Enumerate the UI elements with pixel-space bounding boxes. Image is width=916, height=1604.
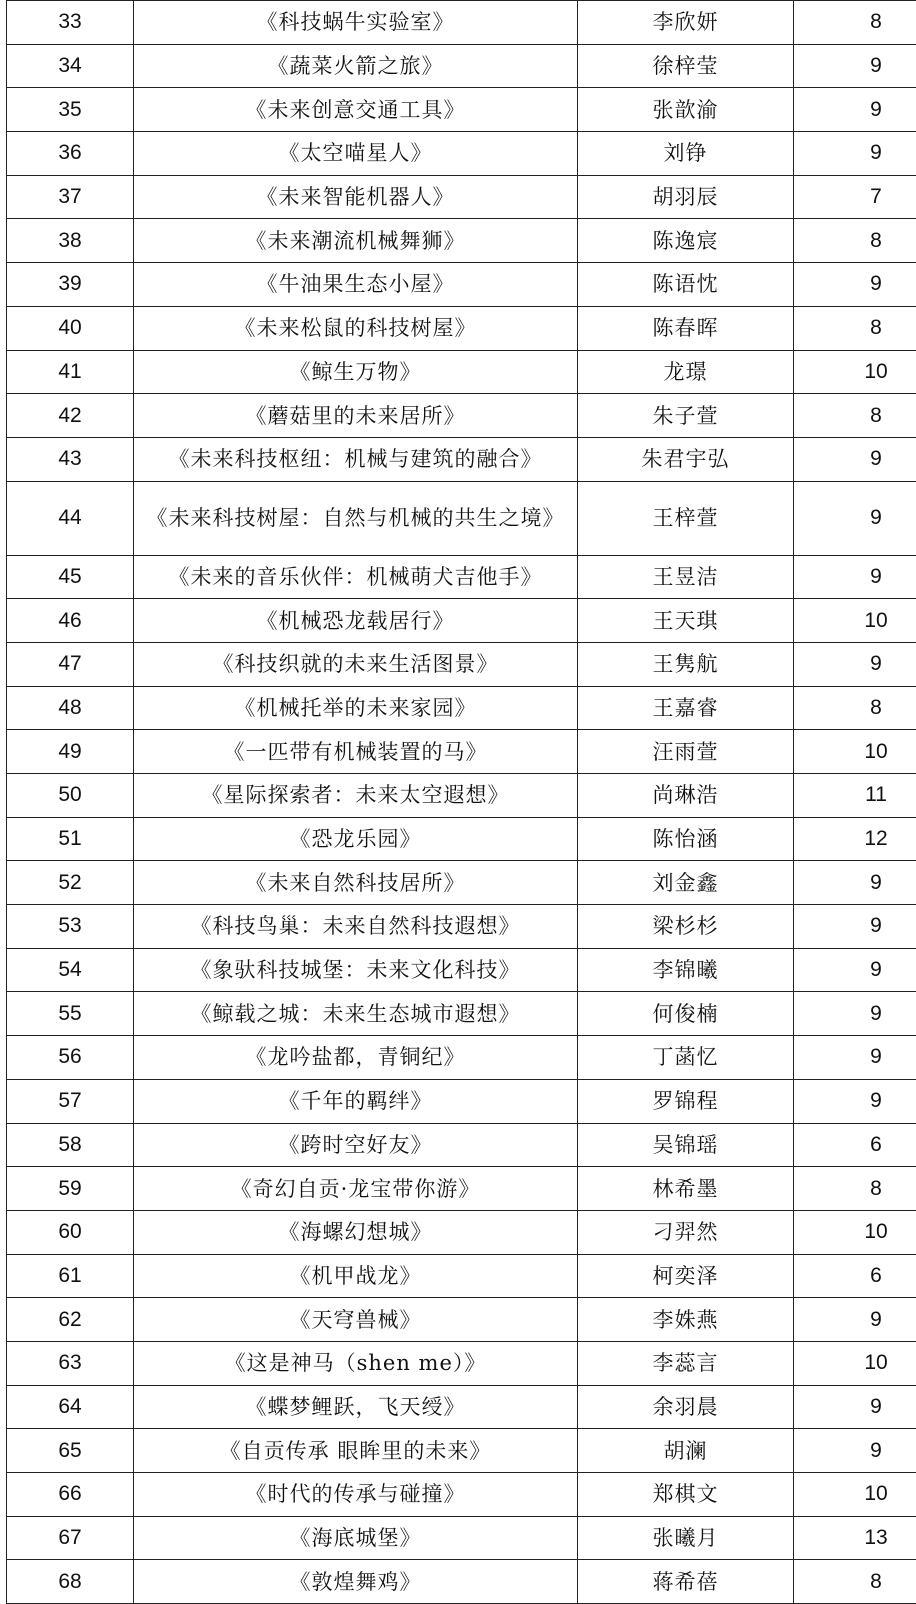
table-row [7, 350, 916, 394]
table-row [7, 599, 916, 643]
row-number-cell: 59 [7, 1167, 134, 1211]
row-number-cell: 65 [7, 1429, 134, 1473]
row-number-cell: 34 [7, 44, 134, 88]
table-row [7, 437, 916, 481]
author-name-cell: 徐梓莹 [578, 44, 794, 88]
author-name-cell: 张曦月 [578, 1516, 794, 1560]
work-title-cell: 《太空喵星人》 [134, 132, 578, 176]
work-title-cell: 《机械托举的未来家园》 [134, 686, 578, 730]
age-cell: 8 [794, 1560, 916, 1604]
author-name-cell: 王昱洁 [578, 555, 794, 599]
age-cell: 10 [794, 1473, 916, 1517]
table-row [7, 88, 916, 132]
table-row [7, 219, 916, 263]
work-title-cell: 《一匹带有机械装置的马》 [134, 730, 578, 774]
work-title-cell: 《科技织就的未来生活图景》 [134, 642, 578, 686]
work-title-cell: 《未来科技树屋：自然与机械的共生之境》 [134, 481, 578, 555]
table-row [7, 555, 916, 599]
author-name-cell: 陈语忱 [578, 263, 794, 307]
table-row [7, 1298, 916, 1342]
author-name-cell: 王嘉睿 [578, 686, 794, 730]
author-name-cell: 龙璟 [578, 350, 794, 394]
table-row [7, 1254, 916, 1298]
table-row [7, 1516, 916, 1560]
work-title-cell: 《蔬菜火箭之旅》 [134, 44, 578, 88]
row-number-cell: 57 [7, 1079, 134, 1123]
work-title-cell: 《未来科技枢纽：机械与建筑的融合》 [134, 437, 578, 481]
age-cell: 9 [794, 132, 916, 176]
work-title-cell: 《象驮科技城堡：未来文化科技》 [134, 948, 578, 992]
age-cell: 9 [794, 1036, 916, 1080]
row-number-cell: 62 [7, 1298, 134, 1342]
work-title-cell: 《未来智能机器人》 [134, 175, 578, 219]
work-title-cell: 《未来潮流机械舞狮》 [134, 219, 578, 263]
row-number-cell: 33 [7, 1, 134, 45]
row-number-cell: 60 [7, 1210, 134, 1254]
age-cell: 10 [794, 1341, 916, 1385]
age-cell: 10 [794, 1210, 916, 1254]
age-cell: 9 [794, 1429, 916, 1473]
age-cell: 8 [794, 1, 916, 45]
row-number-cell: 50 [7, 774, 134, 818]
age-cell: 8 [794, 394, 916, 438]
row-number-cell: 64 [7, 1385, 134, 1429]
work-title-cell: 《敦煌舞鸡》 [134, 1560, 578, 1604]
row-number-cell: 45 [7, 555, 134, 599]
work-title-cell: 《科技蜗牛实验室》 [134, 1, 578, 45]
age-cell: 8 [794, 686, 916, 730]
work-title-cell: 《海螺幻想城》 [134, 1210, 578, 1254]
table-row [7, 1341, 916, 1385]
work-title-cell: 《恐龙乐园》 [134, 817, 578, 861]
table-row [7, 1210, 916, 1254]
age-cell: 12 [794, 817, 916, 861]
age-cell: 13 [794, 1516, 916, 1560]
work-title-cell: 《天穹兽械》 [134, 1298, 578, 1342]
row-number-cell: 61 [7, 1254, 134, 1298]
table-row [7, 306, 916, 350]
work-title-cell: 《牛油果生态小屋》 [134, 263, 578, 307]
age-cell: 10 [794, 730, 916, 774]
author-name-cell: 王隽航 [578, 642, 794, 686]
row-number-cell: 41 [7, 350, 134, 394]
author-name-cell: 郑棋文 [578, 1473, 794, 1517]
table-row [7, 905, 916, 949]
row-number-cell: 42 [7, 394, 134, 438]
works-table-container [6, 0, 906, 1604]
age-cell: 9 [794, 861, 916, 905]
work-title-cell: 《海底城堡》 [134, 1516, 578, 1560]
author-name-cell: 柯奕泽 [578, 1254, 794, 1298]
row-number-cell: 58 [7, 1123, 134, 1167]
table-row [7, 992, 916, 1036]
table-row [7, 1036, 916, 1080]
age-cell: 9 [794, 905, 916, 949]
author-name-cell: 丁菡忆 [578, 1036, 794, 1080]
age-cell: 9 [794, 263, 916, 307]
author-name-cell: 罗锦程 [578, 1079, 794, 1123]
table-row [7, 1429, 916, 1473]
author-name-cell: 李欣妍 [578, 1, 794, 45]
row-number-cell: 38 [7, 219, 134, 263]
row-number-cell: 51 [7, 817, 134, 861]
row-number-cell: 63 [7, 1341, 134, 1385]
work-title-cell: 《未来松鼠的科技树屋》 [134, 306, 578, 350]
table-row [7, 263, 916, 307]
row-number-cell: 44 [7, 481, 134, 555]
work-title-cell: 《星际探索者：未来太空遐想》 [134, 774, 578, 818]
author-name-cell: 何俊楠 [578, 992, 794, 1036]
author-name-cell: 吴锦瑶 [578, 1123, 794, 1167]
work-title-cell: 《奇幻自贡·龙宝带你游》 [134, 1167, 578, 1211]
author-name-cell: 陈逸宸 [578, 219, 794, 263]
author-name-cell: 王天琪 [578, 599, 794, 643]
age-cell: 9 [794, 1385, 916, 1429]
age-cell: 9 [794, 481, 916, 555]
row-number-cell: 53 [7, 905, 134, 949]
author-name-cell: 李蕊言 [578, 1341, 794, 1385]
row-number-cell: 49 [7, 730, 134, 774]
table-row [7, 642, 916, 686]
author-name-cell: 朱君宇弘 [578, 437, 794, 481]
work-title-cell: 《跨时空好友》 [134, 1123, 578, 1167]
table-row [7, 1473, 916, 1517]
table-row [7, 44, 916, 88]
row-number-cell: 52 [7, 861, 134, 905]
work-title-cell: 《蘑菇里的未来居所》 [134, 394, 578, 438]
age-cell: 9 [794, 437, 916, 481]
row-number-cell: 36 [7, 132, 134, 176]
author-name-cell: 李姝燕 [578, 1298, 794, 1342]
row-number-cell: 37 [7, 175, 134, 219]
table-row [7, 948, 916, 992]
age-cell: 9 [794, 948, 916, 992]
age-cell: 6 [794, 1254, 916, 1298]
works-table-body [7, 1, 916, 1604]
table-row [7, 1123, 916, 1167]
table-row [7, 175, 916, 219]
table-row [7, 1079, 916, 1123]
age-cell: 7 [794, 175, 916, 219]
table-row [7, 861, 916, 905]
age-cell: 8 [794, 306, 916, 350]
author-name-cell: 朱子萱 [578, 394, 794, 438]
table-row [7, 481, 916, 555]
age-cell: 8 [794, 1167, 916, 1211]
age-cell: 11 [794, 774, 916, 818]
age-cell: 9 [794, 44, 916, 88]
age-cell: 10 [794, 599, 916, 643]
author-name-cell: 王梓萱 [578, 481, 794, 555]
row-number-cell: 43 [7, 437, 134, 481]
row-number-cell: 47 [7, 642, 134, 686]
author-name-cell: 刘金鑫 [578, 861, 794, 905]
work-title-cell: 《龙吟盐都，青铜纪》 [134, 1036, 578, 1080]
age-cell: 9 [794, 88, 916, 132]
author-name-cell: 汪雨萱 [578, 730, 794, 774]
author-name-cell: 余羽晨 [578, 1385, 794, 1429]
row-number-cell: 55 [7, 992, 134, 1036]
author-name-cell: 李锦曦 [578, 948, 794, 992]
author-name-cell: 蒋希蓓 [578, 1560, 794, 1604]
work-title-cell: 《机甲战龙》 [134, 1254, 578, 1298]
row-number-cell: 39 [7, 263, 134, 307]
age-cell: 9 [794, 992, 916, 1036]
work-title-cell: 《这是神马（shen me）》 [134, 1341, 578, 1385]
author-name-cell: 梁杉杉 [578, 905, 794, 949]
row-number-cell: 40 [7, 306, 134, 350]
age-cell: 9 [794, 642, 916, 686]
age-cell: 10 [794, 350, 916, 394]
work-title-cell: 《机械恐龙载居行》 [134, 599, 578, 643]
row-number-cell: 35 [7, 88, 134, 132]
age-cell: 9 [794, 555, 916, 599]
author-name-cell: 陈怡涵 [578, 817, 794, 861]
work-title-cell: 《未来的音乐伙伴：机械萌犬吉他手》 [134, 555, 578, 599]
work-title-cell: 《鲸生万物》 [134, 350, 578, 394]
table-row [7, 1, 916, 45]
row-number-cell: 56 [7, 1036, 134, 1080]
table-row [7, 774, 916, 818]
age-cell: 6 [794, 1123, 916, 1167]
row-number-cell: 48 [7, 686, 134, 730]
row-number-cell: 66 [7, 1473, 134, 1517]
table-row [7, 132, 916, 176]
table-row [7, 1560, 916, 1604]
row-number-cell: 54 [7, 948, 134, 992]
table-row [7, 1385, 916, 1429]
work-title-cell: 《未来自然科技居所》 [134, 861, 578, 905]
table-row [7, 730, 916, 774]
work-title-cell: 《科技鸟巢：未来自然科技遐想》 [134, 905, 578, 949]
author-name-cell: 刁羿然 [578, 1210, 794, 1254]
work-title-cell: 《自贡传承 眼眸里的未来》 [134, 1429, 578, 1473]
row-number-cell: 46 [7, 599, 134, 643]
work-title-cell: 《时代的传承与碰撞》 [134, 1473, 578, 1517]
author-name-cell: 刘铮 [578, 132, 794, 176]
work-title-cell: 《未来创意交通工具》 [134, 88, 578, 132]
table-row [7, 1167, 916, 1211]
age-cell: 9 [794, 1298, 916, 1342]
work-title-cell: 《蝶梦鲤跃，飞天绶》 [134, 1385, 578, 1429]
age-cell: 8 [794, 219, 916, 263]
table-row [7, 686, 916, 730]
work-title-cell: 《鲸载之城：未来生态城市遐想》 [134, 992, 578, 1036]
work-title-cell: 《千年的羁绊》 [134, 1079, 578, 1123]
age-cell: 9 [794, 1079, 916, 1123]
author-name-cell: 林希墨 [578, 1167, 794, 1211]
author-name-cell: 胡澜 [578, 1429, 794, 1473]
row-number-cell: 67 [7, 1516, 134, 1560]
author-name-cell: 陈春晖 [578, 306, 794, 350]
table-row [7, 394, 916, 438]
works-table [6, 0, 916, 1604]
author-name-cell: 尚琳浩 [578, 774, 794, 818]
author-name-cell: 胡羽辰 [578, 175, 794, 219]
table-row [7, 817, 916, 861]
row-number-cell: 68 [7, 1560, 134, 1604]
author-name-cell: 张歆渝 [578, 88, 794, 132]
